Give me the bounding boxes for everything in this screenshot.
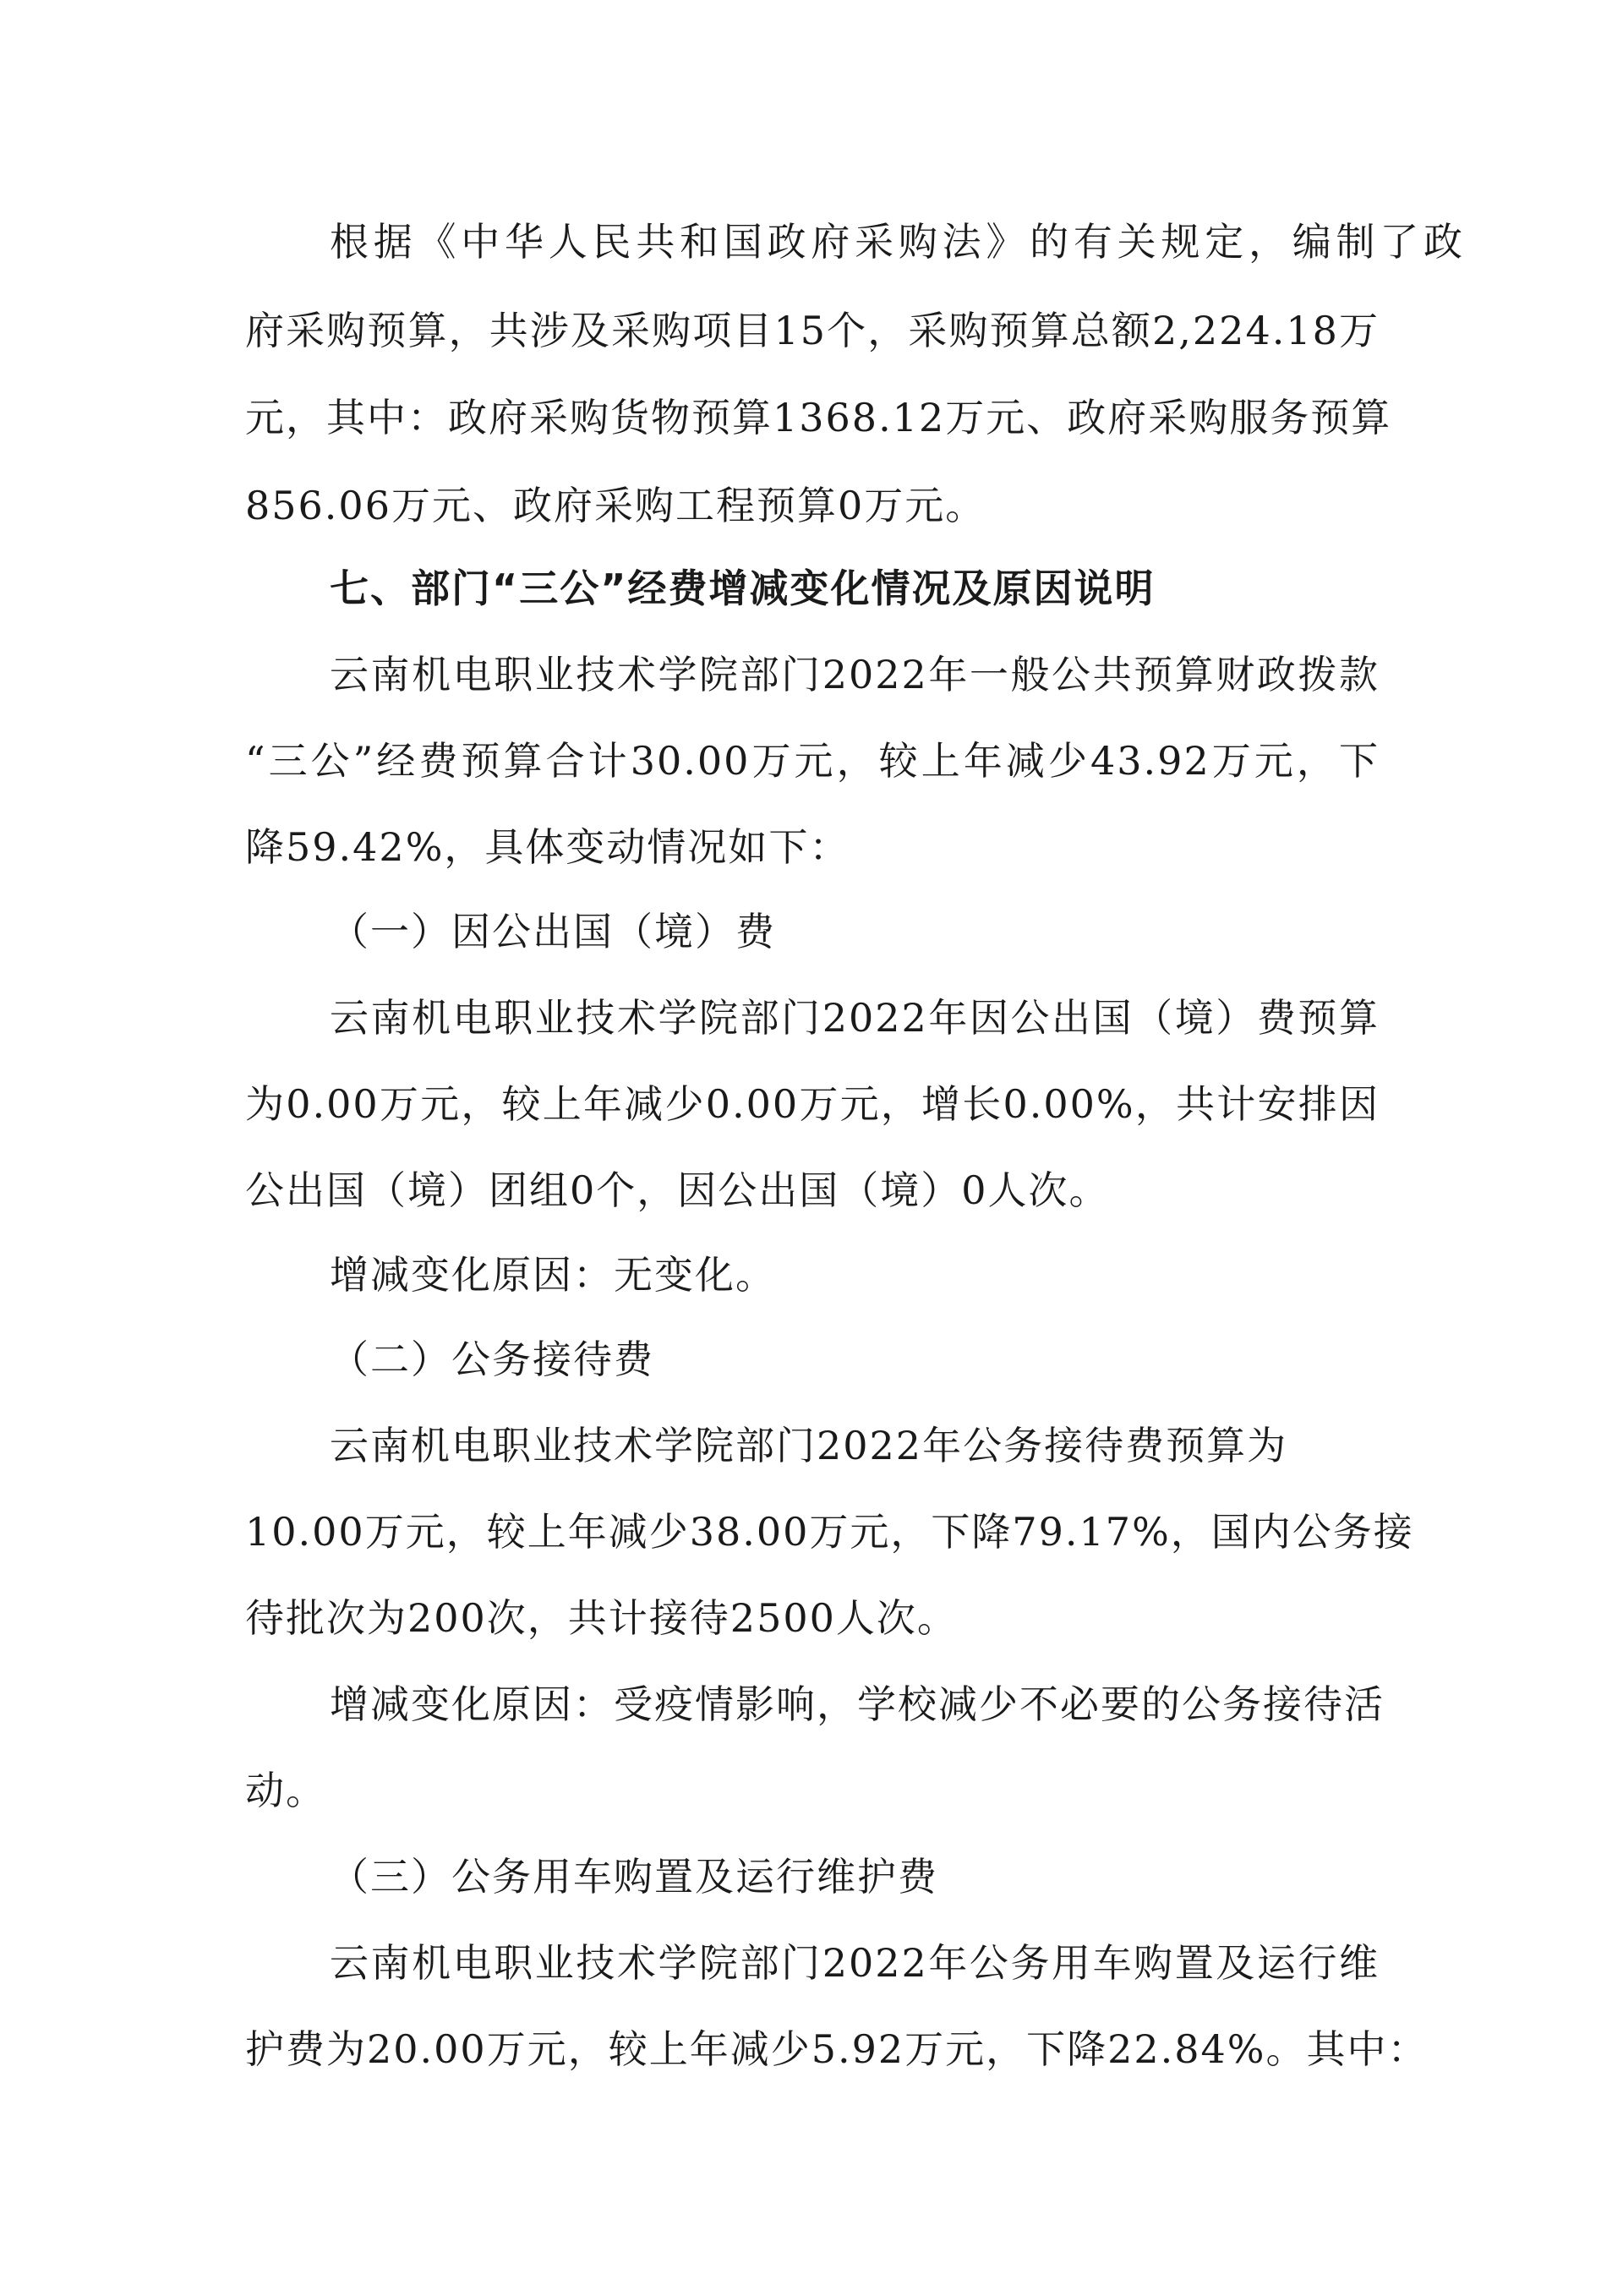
paragraph-line: 856.06万元、政府采购工程预算0万元。 xyxy=(245,483,986,528)
paragraph-line: 护费为20.00万元，较上年减少5.92万元，下降22.84%。其中： xyxy=(245,2026,1429,2072)
paragraph-line: 增减变化原因：无变化。 xyxy=(330,1252,776,1298)
paragraph-line: 云南机电职业技术学院部门2022年公务接待费预算为 xyxy=(330,1423,1288,1468)
subsection-heading: （二）公务接待费 xyxy=(330,1337,654,1382)
section-heading: 七、部门“三公”经费增减变化情况及原因说明 xyxy=(330,566,1156,611)
paragraph-line: 降59.42%，具体变动情况如下： xyxy=(245,824,850,870)
paragraph-line: 云南机电职业技术学院部门2022年一般公共预算财政拨款 xyxy=(330,652,1380,697)
subsection-heading: （三）公务用车购置及运行维护费 xyxy=(330,1854,938,1900)
paragraph-line: 增减变化原因：受疫情影响，学校减少不必要的公务接待活 xyxy=(330,1681,1385,1727)
paragraph-line: 为0.00万元，较上年减少0.00万元，增长0.00%，共计安排因 xyxy=(245,1081,1380,1127)
paragraph-line: 云南机电职业技术学院部门2022年公务用车购置及运行维 xyxy=(330,1940,1380,1986)
paragraph-line: 待批次为200次，共计接待2500人次。 xyxy=(245,1595,958,1641)
paragraph-line: 元，其中：政府采购货物预算1368.12万元、政府采购服务预算 xyxy=(245,395,1392,440)
paragraph-line: 10.00万元，较上年减少38.00万元，下降79.17%，国内公务接 xyxy=(245,1509,1414,1555)
paragraph-line: 根据《中华人民共和国政府采购法》的有关规定，编制了政 xyxy=(330,219,1464,265)
paragraph-line: “三公”经费预算合计30.00万元，较上年减少43.92万元，下 xyxy=(245,738,1380,784)
paragraph-line: 府采购预算，共涉及采购项目15个，采购预算总额2,224.18万 xyxy=(245,308,1380,353)
paragraph-line: 云南机电职业技术学院部门2022年因公出国（境）费预算 xyxy=(330,995,1380,1041)
paragraph-line: 公出国（境）团组0个，因公出国（境）0人次。 xyxy=(245,1167,1110,1213)
subsection-heading: （一）因公出国（境）费 xyxy=(330,909,776,954)
paragraph-line: 动。 xyxy=(245,1768,326,1813)
